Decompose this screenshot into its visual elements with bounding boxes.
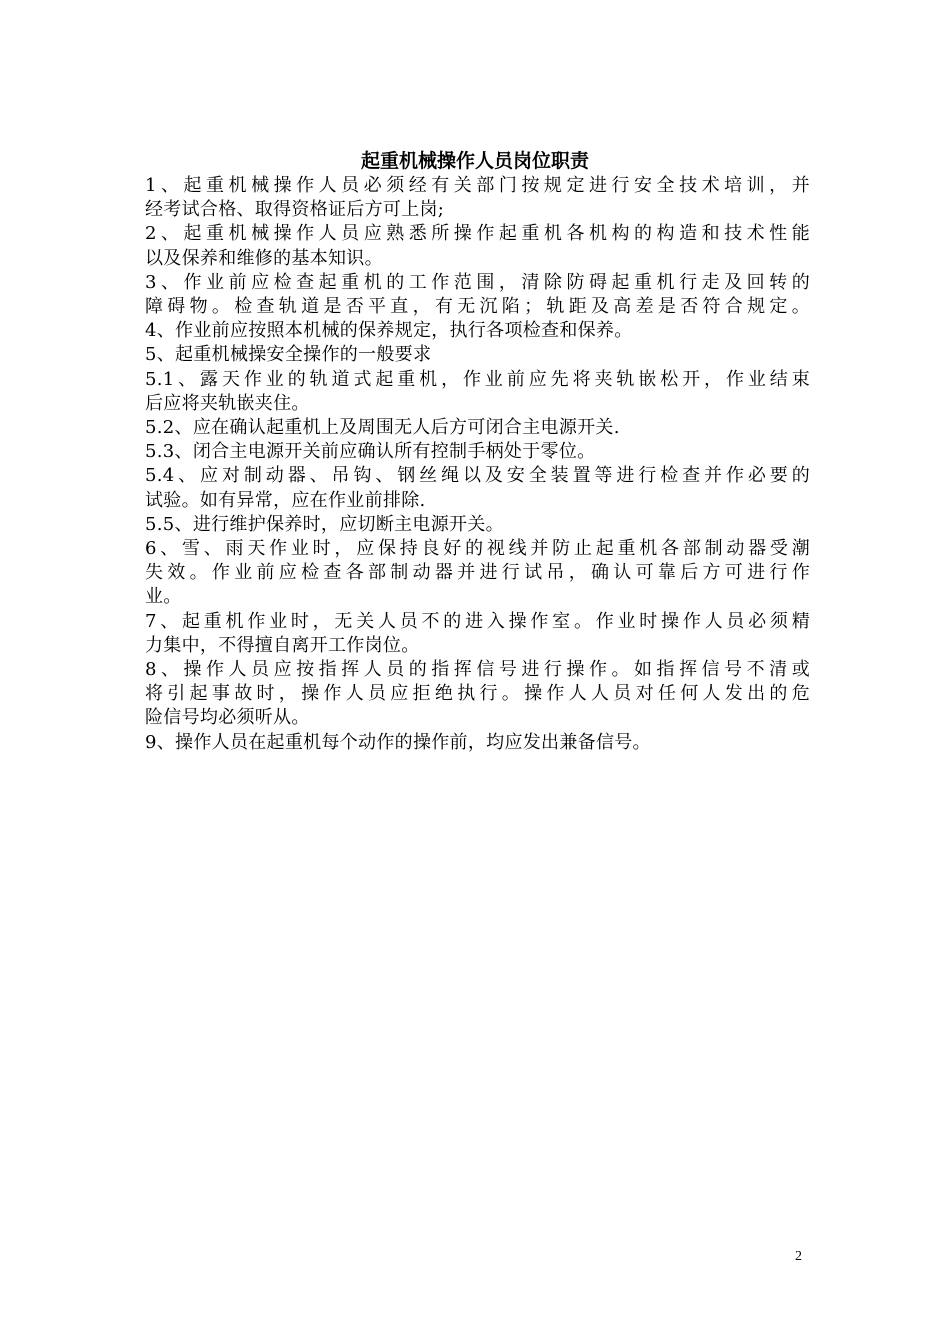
body-line: 试验。如有异常，应在作业前排除. bbox=[145, 489, 426, 511]
body-line: 障碍物。检查轨道是否平直，有无沉陷；轨距及高差是否符合规定。 bbox=[145, 296, 810, 318]
body-line: 后应将夹轨嵌夹住。 bbox=[145, 392, 310, 414]
body-line: 失效。作业前应检查各部制动器并进行试吊，确认可靠后方可进行作 bbox=[145, 562, 810, 584]
page-number: 2 bbox=[795, 1249, 802, 1264]
body-line: 业。 bbox=[145, 586, 182, 608]
body-line: 险信号均必须听从。 bbox=[145, 707, 310, 729]
body-line: 8、操作人员应按指挥人员的指挥信号进行操作。如指挥信号不清或 bbox=[145, 659, 810, 681]
body-line: 以及保养和维修的基本知识。 bbox=[145, 247, 383, 269]
body-line: 9、操作人员在起重机每个动作的操作前，均应发出兼备信号。 bbox=[145, 731, 651, 753]
body-line: 力集中，不得擅自离开工作岗位。 bbox=[145, 634, 420, 656]
body-line: 将引起事故时，操作人员应拒绝执行。操作人人员对任何人发出的危 bbox=[145, 683, 810, 705]
document-title: 起重机械操作人员岗位职责 bbox=[360, 150, 589, 172]
body-line: 5.3、闭合主电源开关前应确认所有控制手柄处于零位。 bbox=[145, 441, 596, 463]
body-line: 7、起重机作业时，无关人员不的进入操作室。作业时操作人员必须精 bbox=[145, 610, 810, 632]
body-line: 1、起重机械操作人员必须经有关部门按规定进行安全技术培训，并 bbox=[145, 175, 810, 196]
body-line: 5.2、应在确认起重机上及周围无人后方可闭合主电源开关. bbox=[145, 417, 620, 439]
body-line: 2、起重机械操作人员应熟悉所操作起重机各机构的构造和技术性能 bbox=[145, 223, 810, 245]
body-line: 5.1、露天作业的轨道式起重机，作业前应先将夹轨嵌松开，作业结束 bbox=[145, 368, 810, 390]
body-line: 5.4、应对制动器、吊钩、钢丝绳以及安全装置等进行检查并作必要的 bbox=[145, 465, 810, 487]
body-line: 3、作业前应检查起重机的工作范围，清除防碍起重机行走及回转的 bbox=[145, 271, 810, 293]
document-body bbox=[145, 174, 810, 755]
body-line: 经考试合格、取得资格证后方可上岗; bbox=[145, 199, 445, 221]
body-line: 4、作业前应按照本机械的保养规定，执行各项检查和保养。 bbox=[145, 320, 633, 342]
body-line: 5.5、进行维护保养时，应切断主电源开关。 bbox=[145, 513, 504, 535]
body-line: 5、起重机械操安全操作的一般要求 bbox=[145, 344, 432, 366]
body-line: 6、雪、雨天作业时，应保持良好的视线并防止起重机各部制动器受潮 bbox=[145, 538, 810, 560]
